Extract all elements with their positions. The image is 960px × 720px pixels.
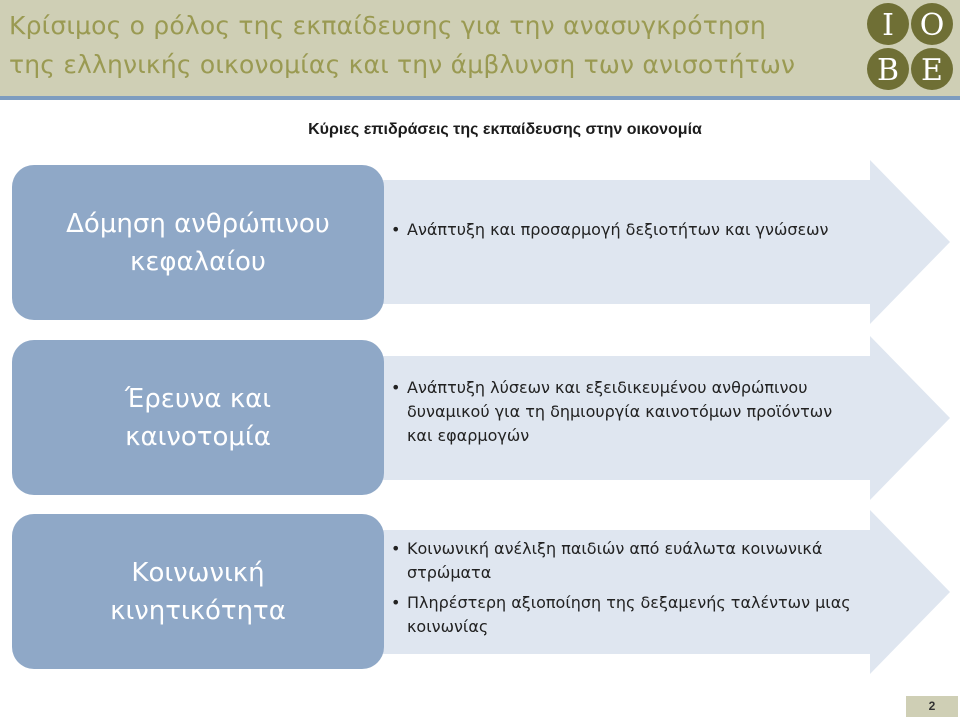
bullet-list-1 — [390, 218, 860, 248]
section-subtitle: Κύριες επιδράσεις της εκπαίδευσης στην οικονομία — [308, 121, 702, 138]
page-number: 2 — [906, 696, 958, 717]
row-label-line-1: Έρευνα και — [124, 383, 272, 414]
header-divider — [0, 96, 960, 100]
row-label-social-mobility — [12, 514, 384, 669]
header-bar — [0, 0, 960, 96]
row-label-line-1: Δόμηση ανθρώπινου — [66, 208, 330, 239]
logo-letter-2: O — [919, 8, 945, 43]
bullet-list-3 — [390, 537, 860, 645]
row-label-line-2: καινοτομία — [125, 421, 271, 452]
slide-title — [9, 6, 849, 84]
row-label-line-2: κινητικότητα — [110, 595, 286, 626]
bullet-item: • Ανάπτυξη και προσαρμογή δεξιοτήτων και γνώσεων — [390, 218, 860, 242]
iobe-logo — [866, 2, 954, 92]
bullet-item: • Κοινωνική ανέλιξη παιδιών από ευάλωτα κοινωνικά στρώματα — [390, 537, 860, 585]
logo-letter-4: E — [921, 53, 943, 88]
bullet-list-2 — [390, 376, 860, 454]
row-label-line-2: κεφαλαίου — [130, 246, 266, 277]
logo-letter-3: B — [876, 53, 900, 88]
row-label-research-innovation — [12, 340, 384, 495]
slide-title-line-1: Κρίσιμος ο ρόλος της εκπαίδευσης για την ανασυγκρότηση — [9, 11, 767, 40]
row-label-line-1: Κοινωνική — [131, 557, 265, 588]
logo-letter-1: I — [882, 8, 894, 43]
row-label-human-capital — [12, 165, 384, 320]
slide-title-line-2: της ελληνικής οικονομίας και την άμβλυνση των ανισοτήτων — [9, 50, 796, 79]
bullet-item: • Πληρέστερη αξιοποίηση της δεξαμενής ταλέντων μιας κοινωνίας — [390, 591, 860, 639]
bullet-item: • Ανάπτυξη λύσεων και εξειδικευμένου ανθρώπινου δυναμικού για τη δημιουργία καινοτόμων προϊόντων και εφαρμογών — [390, 376, 860, 448]
